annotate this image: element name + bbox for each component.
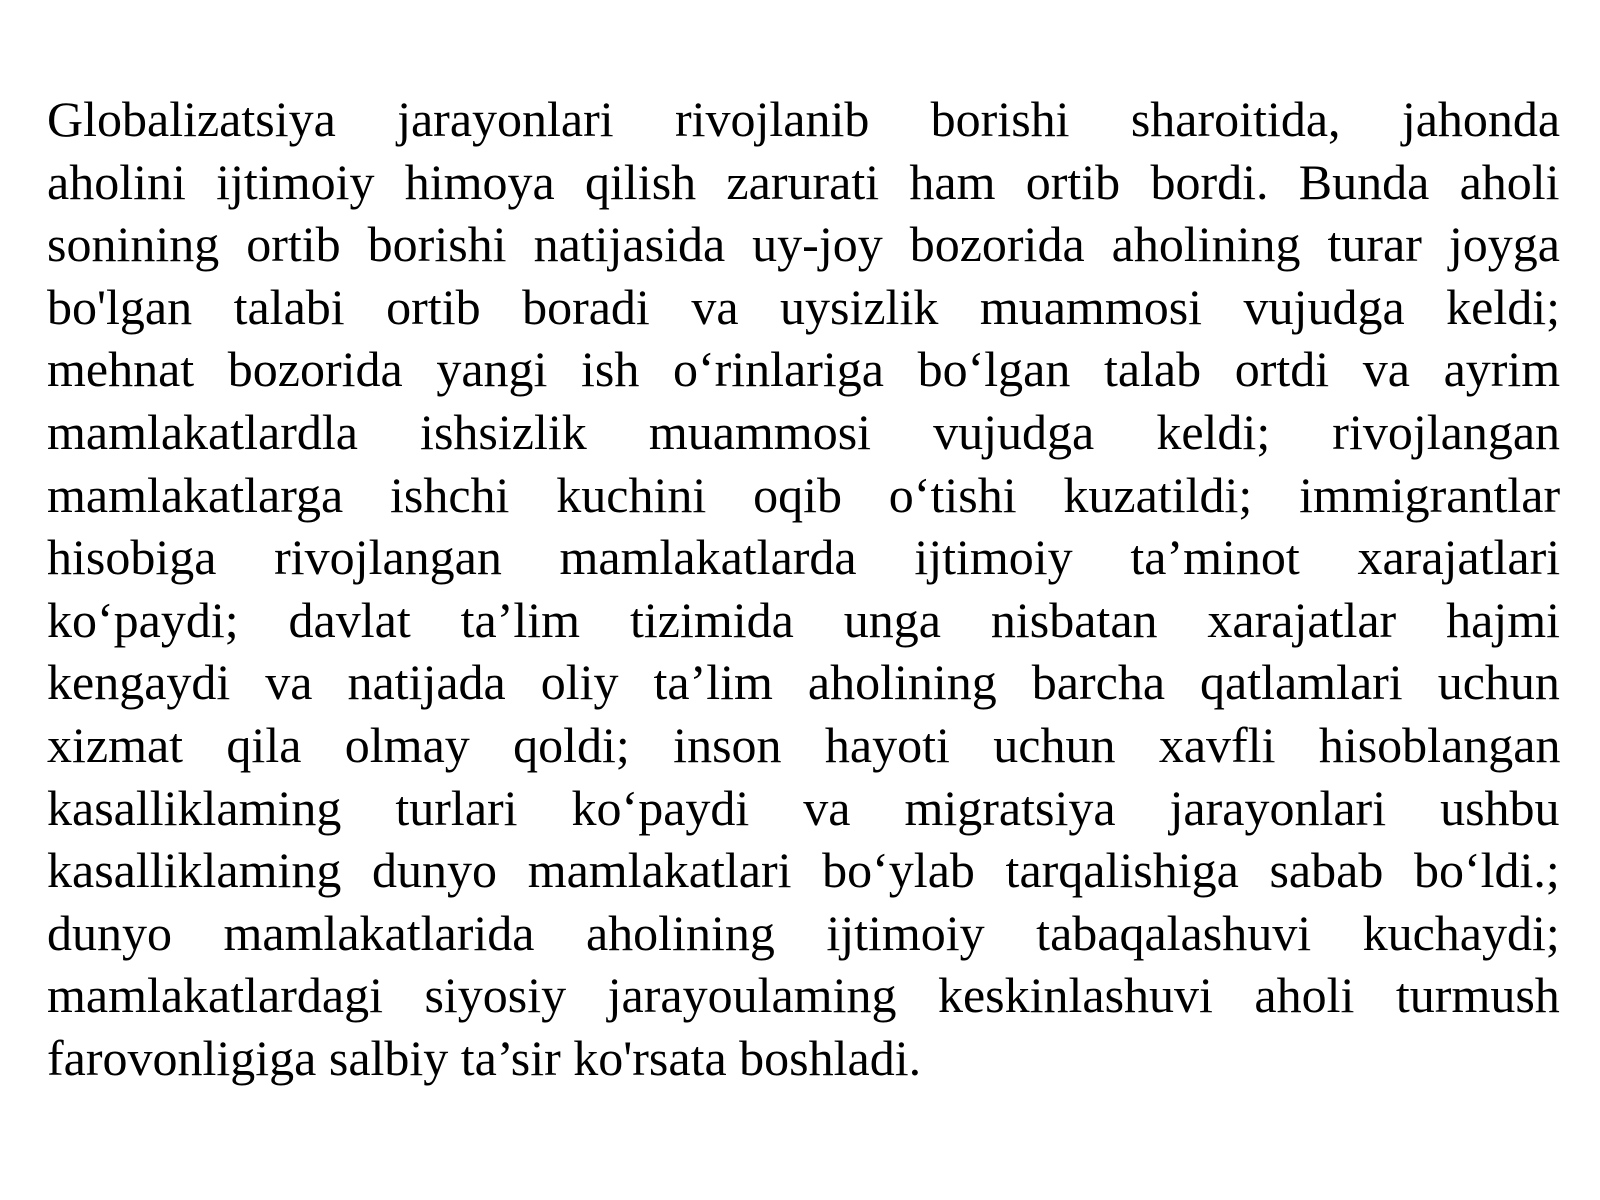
body-paragraph (47, 88, 1560, 1090)
paragraph-line-4: bo'lgan talabi ortib boradi va uysizlik muammosi vujudga keldi; (47, 278, 1561, 335)
paragraph-line-6: mamlakatlardla ishsizlik muammosi vujudga keldi; rivojlangan (47, 403, 1561, 460)
paragraph-line-10: kengaydi va natijada oliy ta’lim aholining barcha qatlamlari uchun (47, 654, 1560, 711)
paragraph-line-1: Globalizatsiya jarayonlari rivojlanib borishi sharoitida, jahonda (47, 91, 1561, 147)
paragraph-line-9: ko‘paydi; davlat ta’lim tizimida unga nisbatan xarajatlar hajmi (47, 591, 1560, 648)
paragraph-line-13: kasalliklaming dunyo mamlakatlari bo‘ylab tarqalishiga sabab bo‘ldi.; (47, 842, 1560, 899)
paragraph-line-14: dunyo mamlakatlarida aholining ijtimoiy tabaqalashuvi kuchaydi; (47, 904, 1560, 961)
paragraph-line-15: mamlakatlardagi siyosiy jarayoulaming keskinlashuvi aholi turmush (47, 967, 1560, 1024)
paragraph-line-11: xizmat qila olmay qoldi; inson hayoti uchun xavfli hisoblangan (47, 716, 1561, 773)
paragraph-line-8: hisobiga rivojlangan mamlakatlarda ijtimoiy ta’minot xarajatlari (47, 529, 1561, 586)
paragraph-line-5: mehnat bozorida yangi ish o‘rinlariga bo‘lgan talab ortdi va ayrim (47, 341, 1561, 398)
paragraph-line-7: mamlakatlarga ishchi kuchini oqib o‘tishi kuzatildi; immigrantlar (47, 466, 1561, 523)
paragraph-line-16: farovonligiga salbiy ta’sir ko'rsata boshladi. (47, 1029, 922, 1086)
paragraph-line-12: kasalliklaming turlari ko‘paydi va migratsiya jarayonlari ushbu (47, 779, 1560, 836)
paragraph-line-3: sonining ortib borishi natijasida uy-joy bozorida aholining turar joyga (47, 216, 1560, 273)
paragraph-line-2: aholini ijtimoiy himoya qilish zarurati ham ortib bordi. Bunda aholi (47, 153, 1560, 210)
